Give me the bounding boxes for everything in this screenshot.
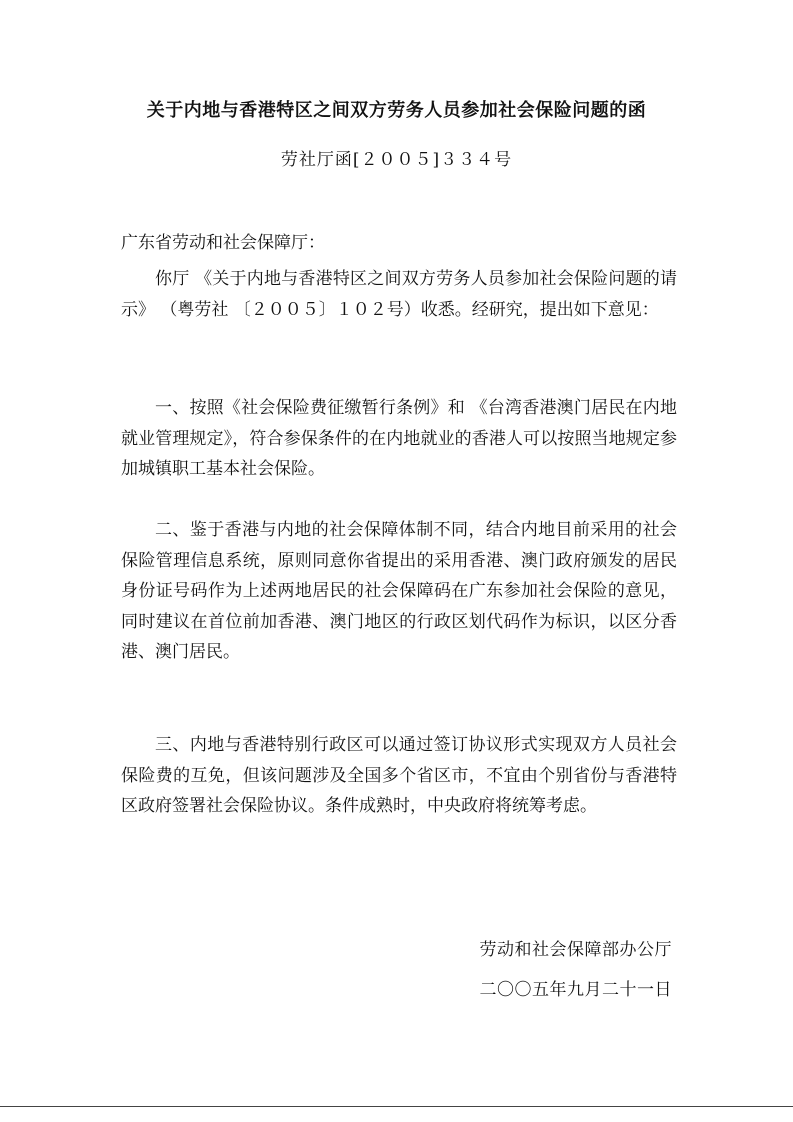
- issuer-name: 劳动和社会保障部办公厅: [479, 940, 672, 960]
- issue-date: 二〇〇五年九月二十一日: [479, 980, 672, 1000]
- document-number: 劳社厅函[２００５]３３４号: [280, 150, 513, 170]
- page-bottom-divider: [0, 1106, 793, 1107]
- paragraph-item-2: 二、鉴于香港与内地的社会保障体制不同，结合内地目前采用的社会保险管理信息系统，原则同意你省提出的采用香港、澳门政府颁发的居民身份证号码作为上述两地居民的社会保障码在广东参加社会保险的意见，同时建议在首位前加香港、澳门地区的行政区划代码作为标识，以区分香港、澳门居民。: [121, 520, 677, 662]
- paragraph-item-3: 三、内地与香港特别行政区可以通过签订协议形式实现双方人员社会保险费的互免，但该问题涉及全国多个省区市，不宜由个别省份与香港特区政府签署社会保险协议。条件成熟时，中央政府将统筹考虑。: [121, 735, 677, 816]
- paragraph-intro: 你厅 《关于内地与香港特区之间双方劳务人员参加社会保险问题的请示》 （粤劳社 〔２００５〕１０２号）收悉。经研究，提出如下意见：: [121, 269, 677, 320]
- addressee: 广东省劳动和社会保障厅：: [121, 233, 325, 253]
- paragraph-item-1: 一、按照《社会保险费征缴暂行条例》和 《台湾香港澳门居民在内地就业管理规定》，符合参保条件的在内地就业的香港人可以按照当地规定参加城镇职工基本社会保险。: [121, 398, 677, 479]
- document-title: 关于内地与香港特区之间双方劳务人员参加社会保险问题的函: [146, 100, 647, 121]
- signature-block: [480, 930, 673, 1010]
